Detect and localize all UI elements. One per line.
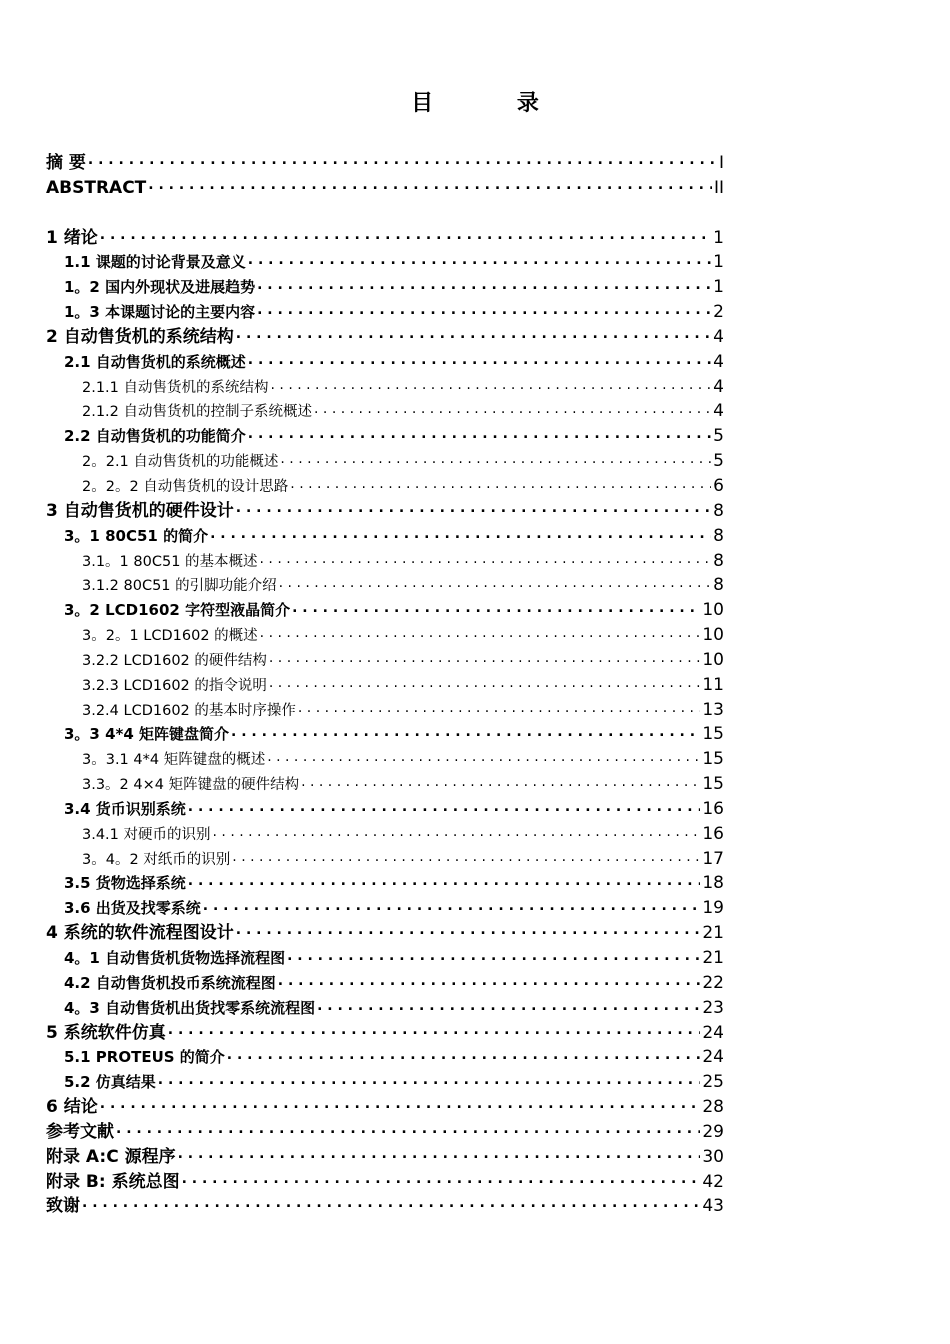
toc-entry-page: 23 <box>702 997 724 1018</box>
toc-entry-page: 43 <box>702 1196 724 1217</box>
toc-entry-page: 30 <box>702 1146 724 1167</box>
toc-entry[interactable] <box>46 1092 724 1117</box>
toc-entry[interactable] <box>46 769 724 794</box>
toc-entry-page: 17 <box>702 848 724 869</box>
toc-entry-page: 18 <box>702 873 724 894</box>
toc-entry-page: 16 <box>702 823 724 844</box>
toc-entry-page: 19 <box>702 898 724 919</box>
toc-entry[interactable] <box>46 571 724 596</box>
toc-leader-dots <box>267 749 700 765</box>
toc-entry-page: 24 <box>702 1022 724 1043</box>
toc-leader-dots <box>287 946 700 964</box>
toc-entry-page: 28 <box>702 1097 724 1118</box>
toc-leader-dots <box>298 700 700 716</box>
toc-entry-label: 附录 B: 系统总图 <box>46 1171 180 1192</box>
toc-entry[interactable] <box>46 893 724 918</box>
table-of-contents <box>46 148 724 1216</box>
toc-leader-dots <box>236 323 711 343</box>
toc-entry-label: 附录 A:C 源程序 <box>46 1146 176 1167</box>
toc-entry-label: 2 自动售货机的系统结构 <box>46 326 234 347</box>
toc-entry[interactable] <box>46 1043 724 1068</box>
toc-entry-label: 3.3。2 4×4 矩阵键盘的硬件结构 <box>82 777 300 794</box>
toc-entry[interactable] <box>46 720 724 745</box>
toc-entry-page: 5 <box>713 451 724 472</box>
toc-entry[interactable] <box>46 918 724 943</box>
toc-leader-dots <box>271 377 712 393</box>
toc-leader-dots <box>100 1093 701 1113</box>
toc-entry[interactable] <box>46 1192 724 1217</box>
toc-entry-label: ABSTRACT <box>46 177 147 198</box>
toc-entry-label: 3。1 80C51 的简介 <box>64 526 209 545</box>
toc-leader-dots <box>236 919 701 939</box>
toc-entry-label: 1。2 国内外现状及进展趋势 <box>64 278 256 297</box>
toc-entry[interactable] <box>46 372 724 397</box>
toc-leader-dots <box>257 300 711 318</box>
toc-entry[interactable] <box>46 248 724 273</box>
toc-entry-label: 3.4.1 对硬币的识别 <box>82 826 211 843</box>
toc-entry-label: 1。3 本课题讨论的主要内容 <box>64 303 256 322</box>
toc-entry-label: 4 系统的软件流程图设计 <box>46 923 234 944</box>
toc-leader-dots <box>248 424 711 442</box>
toc-leader-dots <box>82 1192 700 1212</box>
toc-entry-label: 3.6 出货及找零系统 <box>64 899 201 918</box>
toc-entry-label: 3。3.1 4*4 矩阵键盘的概述 <box>82 752 266 769</box>
toc-entry-label: 3。4。2 对纸币的识别 <box>82 851 231 868</box>
toc-entry-label: 5 系统软件仿真 <box>46 1022 166 1043</box>
toc-entry-label: 2。2。2 自动售货机的设计思路 <box>82 478 289 495</box>
toc-entry-page: 8 <box>713 575 724 596</box>
toc-entry-label: 1.1 课题的讨论背景及意义 <box>64 253 246 272</box>
toc-entry-page: 21 <box>702 948 724 968</box>
toc-entry-label: 3.1.2 80C51 的引脚功能介绍 <box>82 578 277 595</box>
toc-entry-label: 3。3 4*4 矩阵键盘简介 <box>64 725 230 744</box>
toc-leader-dots <box>257 275 711 293</box>
toc-entry-label: 5.2 仿真结果 <box>64 1073 156 1092</box>
toc-entry-page: 1 <box>713 252 724 273</box>
toc-leader-dots <box>317 996 700 1014</box>
toc-entry[interactable] <box>46 819 724 844</box>
toc-entry-page: 15 <box>702 774 724 795</box>
toc-entry[interactable] <box>46 322 724 347</box>
toc-entry-page: 4 <box>713 401 724 422</box>
toc-leader-dots <box>210 524 711 542</box>
toc-leader-dots <box>280 451 711 467</box>
toc-entry[interactable] <box>46 620 724 645</box>
toc-entry-page: 5 <box>713 426 724 447</box>
toc-entry[interactable] <box>46 1018 724 1043</box>
toc-entry-page: 11 <box>702 674 724 695</box>
toc-leader-dots <box>314 401 711 417</box>
toc-entry[interactable] <box>46 272 724 297</box>
toc-entry-label: 3.2.3 LCD1602 的指令说明 <box>82 677 267 694</box>
toc-entry-label: 参考文献 <box>46 1121 114 1142</box>
toc-entry[interactable] <box>46 347 724 372</box>
toc-entry-page: 10 <box>702 600 724 621</box>
toc-spacer <box>46 198 724 223</box>
toc-entry[interactable] <box>46 421 724 446</box>
toc-leader-dots <box>188 871 701 889</box>
toc-entry-page: 10 <box>702 649 724 670</box>
toc-entry-page: 6 <box>713 475 724 496</box>
toc-entry-label: 3 自动售货机的硬件设计 <box>46 500 234 521</box>
toc-leader-dots <box>236 497 711 517</box>
toc-entry-page: 42 <box>702 1171 724 1192</box>
toc-entry[interactable] <box>46 223 724 248</box>
toc-entry-page: 16 <box>702 798 724 819</box>
toc-entry-label: 2.1 自动售货机的系统概述 <box>64 352 246 371</box>
toc-entry-page: 4 <box>713 376 724 397</box>
toc-entry-label: 4。1 自动售货机货物选择流程图 <box>64 949 286 967</box>
toc-entry-page: 8 <box>713 525 724 546</box>
toc-leader-dots <box>290 476 711 492</box>
toc-entry-page: 1 <box>713 277 724 298</box>
toc-entry-page: 15 <box>702 749 724 770</box>
toc-leader-dots <box>301 774 700 790</box>
toc-entry-label: 2.2 自动售货机的功能简介 <box>64 427 246 446</box>
toc-entry-page: II <box>713 177 724 198</box>
toc-entry-page: 10 <box>702 625 724 646</box>
toc-entry[interactable] <box>46 496 724 521</box>
toc-entry[interactable] <box>46 446 724 471</box>
toc-entry[interactable] <box>46 993 724 1018</box>
toc-entry[interactable] <box>46 1167 724 1192</box>
toc-entry[interactable] <box>46 1142 724 1167</box>
toc-entry-page: 29 <box>702 1121 724 1142</box>
toc-leader-dots <box>232 849 700 865</box>
toc-entry-page: 25 <box>702 1072 724 1093</box>
toc-entry-label: 3.2.2 LCD1602 的硬件结构 <box>82 652 267 669</box>
toc-leader-dots <box>248 350 711 368</box>
toc-entry[interactable] <box>46 794 724 819</box>
toc-leader-dots <box>231 722 700 740</box>
toc-leader-dots <box>203 896 701 914</box>
toc-entry[interactable] <box>46 670 724 695</box>
toc-entry-page: 22 <box>702 972 724 993</box>
toc-entry[interactable] <box>46 148 724 173</box>
toc-entry-page: 2 <box>713 302 724 323</box>
toc-entry[interactable] <box>46 521 724 546</box>
toc-entry[interactable] <box>46 397 724 422</box>
toc-leader-dots <box>269 675 700 691</box>
toc-entry[interactable] <box>46 1067 724 1092</box>
toc-leader-dots <box>88 149 717 169</box>
toc-entry-page: 8 <box>713 550 724 571</box>
toc-entry-label: 2。2.1 自动售货机的功能概述 <box>82 454 279 471</box>
toc-entry-label: 摘 要 <box>46 152 86 173</box>
toc-entry-page: 13 <box>702 699 724 720</box>
toc-entry-label: 2.1.2 自动售货机的控制子系统概述 <box>82 404 313 421</box>
toc-entry-label: 3。2 LCD1602 字符型液晶简介 <box>64 601 291 620</box>
toc-leader-dots <box>269 650 700 666</box>
toc-entry-page: I <box>718 152 724 173</box>
toc-entry[interactable] <box>46 297 724 322</box>
toc-leader-dots <box>248 250 711 268</box>
toc-entry-page: 1 <box>713 227 724 248</box>
toc-entry[interactable] <box>46 595 724 620</box>
toc-leader-dots <box>279 575 712 591</box>
toc-leader-dots <box>292 598 700 616</box>
toc-entry[interactable] <box>46 645 724 670</box>
toc-leader-dots <box>116 1118 700 1138</box>
toc-entry[interactable] <box>46 869 724 894</box>
toc-leader-dots <box>148 174 712 194</box>
toc-leader-dots <box>213 824 701 840</box>
toc-entry-label: 5.1 PROTEUS 的简介 <box>64 1048 225 1067</box>
toc-leader-dots <box>260 625 701 641</box>
toc-entry-label: 3.4 货币识别系统 <box>64 799 186 818</box>
toc-entry[interactable] <box>46 695 724 720</box>
toc-entry-label: 致谢 <box>46 1196 80 1217</box>
toc-entry-page: 4 <box>713 351 724 372</box>
toc-leader-dots <box>278 971 701 989</box>
toc-entry-page: 4 <box>713 326 724 347</box>
toc-entry-page: 15 <box>702 724 724 745</box>
toc-entry-label: 1 绪论 <box>46 227 98 248</box>
toc-entry[interactable] <box>46 968 724 993</box>
toc-entry-label: 3.5 货物选择系统 <box>64 874 186 893</box>
toc-leader-dots <box>178 1143 701 1163</box>
toc-entry-label: 3。2。1 LCD1602 的概述 <box>82 628 258 645</box>
toc-leader-dots <box>227 1045 701 1063</box>
toc-leader-dots <box>158 1070 701 1088</box>
toc-entry-label: 3.1。1 80C51 的基本概述 <box>82 553 258 570</box>
toc-entry-page: 21 <box>702 923 724 944</box>
toc-entry-label: 6 结论 <box>46 1097 98 1118</box>
toc-leader-dots <box>182 1168 701 1188</box>
toc-entry-label: 4.2 自动售货机投币系统流程图 <box>64 973 276 992</box>
toc-leader-dots <box>100 224 711 244</box>
toc-entry-label: 4。3 自动售货机出货找零系统流程图 <box>64 998 316 1017</box>
toc-entry[interactable] <box>46 546 724 571</box>
toc-entry[interactable] <box>46 943 724 968</box>
toc-entry[interactable] <box>46 471 724 496</box>
toc-leader-dots <box>188 797 701 815</box>
toc-leader-dots <box>260 551 712 567</box>
toc-entry[interactable] <box>46 844 724 869</box>
toc-leader-dots <box>168 1019 701 1039</box>
toc-entry[interactable] <box>46 744 724 769</box>
toc-title: 目 录 <box>411 91 577 116</box>
toc-entry[interactable] <box>46 173 724 198</box>
toc-entry-page: 8 <box>713 500 724 521</box>
toc-entry-page: 24 <box>702 1047 724 1068</box>
toc-entry-label: 2.1.1 自动售货机的系统结构 <box>82 379 269 396</box>
toc-entry[interactable] <box>46 1117 724 1142</box>
toc-entry-label: 3.2.4 LCD1602 的基本时序操作 <box>82 702 296 719</box>
